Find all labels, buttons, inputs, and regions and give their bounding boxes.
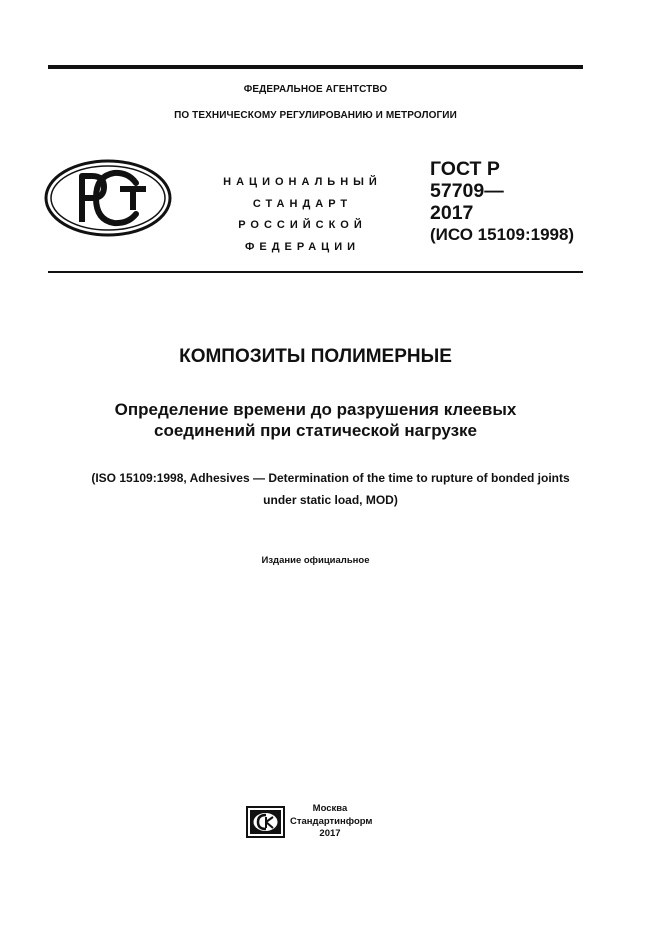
publisher-name: Стандартинформ	[290, 815, 373, 827]
gost-line-3: 2017	[430, 202, 474, 224]
document-title: КОМПОЗИТЫ ПОЛИМЕРНЫЕ	[179, 346, 452, 367]
national-standard-label	[210, 172, 395, 258]
publisher-city: Москва	[312, 803, 348, 814]
iso-reference-line-1: (ISO 15109:1998, Adhesives — Determination of the time to rupture of bonded joints	[91, 471, 570, 485]
iso-reference-line-2: under static load, MOD)	[263, 493, 398, 507]
national-line-1: НАЦИОНАЛЬНЫЙ	[223, 176, 382, 188]
standartinform-logo-icon	[246, 806, 285, 838]
subtitle-line-2: соединений при статической нагрузке	[154, 421, 477, 440]
edition-label: Издание официальное	[261, 555, 370, 566]
national-line-2: СТАНДАРТ	[252, 197, 353, 210]
subtitle-line-1: Определение времени до разрушения клеевых	[114, 400, 517, 419]
iso-reference	[40, 467, 621, 511]
document-subtitle	[48, 399, 583, 441]
publication-year: 2017	[319, 828, 341, 839]
rst-certification-logo-icon	[44, 158, 172, 238]
agency-line-2: ПО ТЕХНИЧЕСКОМУ РЕГУЛИРОВАНИЮ И МЕТРОЛОГИИ	[174, 110, 457, 121]
agency-line-1: ФЕДЕРАЛЬНОЕ АГЕНТСТВО	[243, 84, 388, 95]
gost-designation	[430, 158, 574, 246]
publisher-info	[290, 803, 373, 841]
national-line-4: ФЕДЕРАЦИИ	[244, 240, 361, 253]
national-line-3: РОССИЙСКОЙ	[238, 219, 367, 231]
top-rule	[48, 65, 583, 69]
gost-line-1: ГОСТ Р	[430, 158, 500, 180]
iso-designation: (ИСО 15109:1998)	[430, 225, 575, 244]
middle-rule	[48, 271, 583, 273]
gost-line-2: 57709—	[430, 180, 504, 202]
